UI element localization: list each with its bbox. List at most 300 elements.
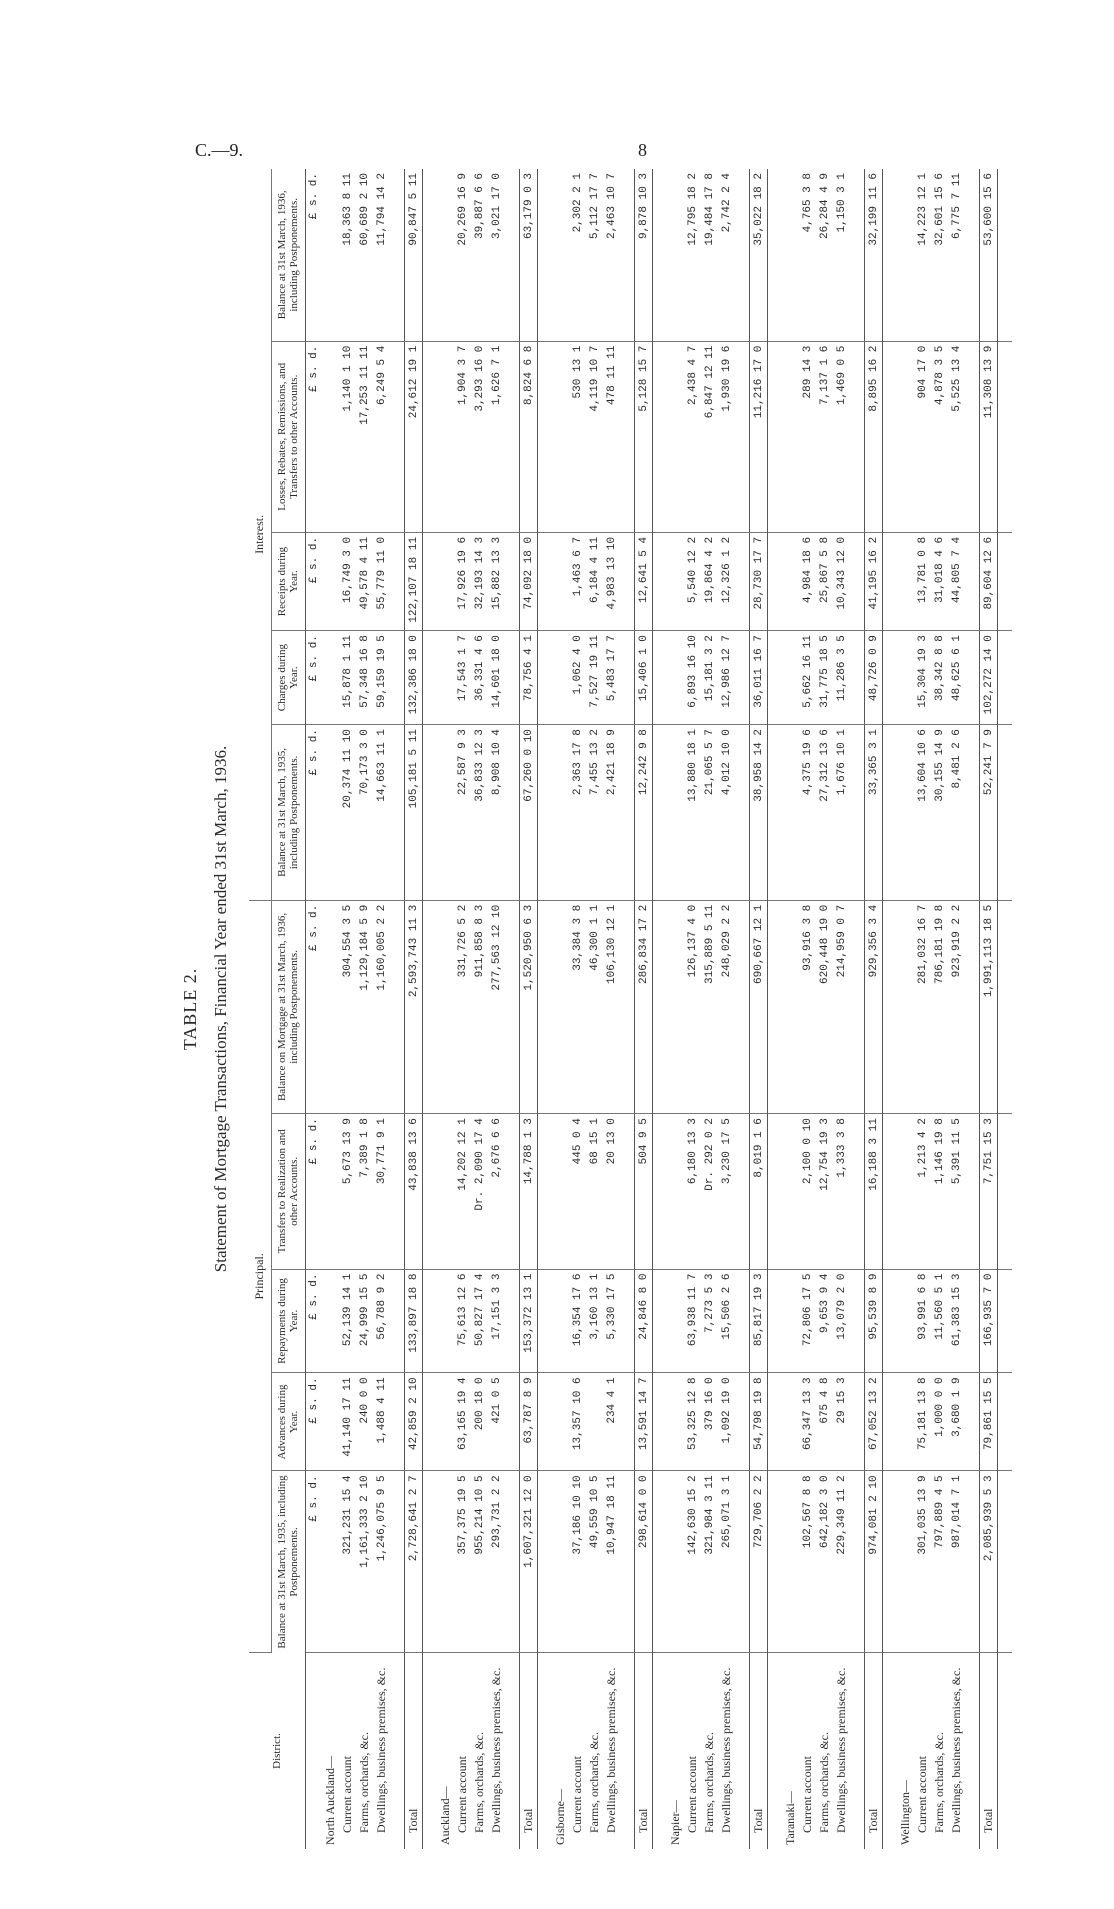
value-cell: 1,469 0 5 [833, 341, 850, 532]
empty-cell [782, 532, 799, 630]
total-cell: 14,788 1 3 [520, 1114, 538, 1269]
empty-cell [850, 900, 865, 1113]
table-row [569, 169, 586, 1849]
total-cell: 15,406 1 0 [635, 631, 653, 725]
value-cell: 1,000 0 0 [931, 1373, 948, 1471]
empty-cell [897, 341, 914, 532]
value-cell: 7,137 1 6 [816, 341, 833, 532]
empty-cell [667, 631, 684, 725]
empty-cell [538, 532, 553, 630]
empty-cell [322, 1471, 339, 1653]
total-cell: 54,798 19 8 [750, 1373, 768, 1471]
value-cell: 11,560 5 1 [931, 1269, 948, 1373]
empty-cell [768, 341, 783, 532]
value-cell: 30,771 9 1 [373, 1114, 390, 1269]
value-cell: 57,348 16 8 [356, 631, 373, 725]
value-cell: 20,374 11 10 [339, 725, 356, 901]
table-row [684, 169, 701, 1849]
total-cell: 133,897 18 8 [405, 1269, 423, 1373]
value-cell: 20 13 0 [603, 1114, 620, 1269]
empty-cell [735, 1373, 750, 1471]
value-cell: 36,331 4 6 [471, 631, 488, 725]
value-cell: 31,775 18 5 [816, 631, 833, 725]
value-cell: 13,079 2 0 [833, 1269, 850, 1373]
empty-cell [505, 900, 520, 1113]
empty-cell [322, 169, 339, 341]
value-cell: 2,463 10 7 [603, 169, 620, 341]
total-cell: 67,052 13 2 [865, 1373, 883, 1471]
spacer-row [390, 169, 405, 1849]
value-cell: 46,300 1 1 [586, 900, 603, 1113]
value-cell: 1,930 19 6 [718, 341, 735, 532]
value-cell: 7,389 1 8 [356, 1114, 373, 1269]
value-cell: 911,858 8 3 [471, 900, 488, 1113]
total-label [750, 1653, 768, 1850]
total-cell: 132,386 18 0 [405, 631, 423, 725]
empty-cell [965, 725, 980, 901]
empty-cell [998, 532, 1013, 630]
value-cell: 1,161,333 2 10 [356, 1471, 373, 1653]
unit-cell: £ s. d. [306, 631, 323, 725]
empty-cell [505, 532, 520, 630]
empty-cell [552, 900, 569, 1113]
empty-cell [423, 1269, 438, 1373]
value-cell: 248,029 2 2 [718, 900, 735, 1113]
value-cell: 1,146 19 8 [931, 1114, 948, 1269]
value-cell: 13,604 10 6 [914, 725, 931, 901]
value-cell: 15,882 13 3 [488, 532, 505, 630]
row-label [931, 1653, 948, 1850]
empty-cell [998, 1471, 1013, 1653]
value-cell: 321,231 15 4 [339, 1471, 356, 1653]
empty-cell [735, 341, 750, 532]
district-name: Napier— [668, 1800, 683, 1845]
unit-cell: £ s. d. [306, 532, 323, 630]
value-cell: 126,137 4 0 [684, 900, 701, 1113]
empty-cell [390, 169, 405, 341]
value-cell: 315,889 5 11 [701, 900, 718, 1113]
value-cell: 36,833 12 3 [471, 725, 488, 901]
empty-cell [768, 1471, 783, 1653]
total-cell: 105,181 5 11 [405, 725, 423, 901]
page-number: 8 [638, 140, 647, 160]
value-cell: 18,363 8 11 [339, 169, 356, 341]
empty-cell [390, 532, 405, 630]
unit-cell: £ s. d. [306, 725, 323, 901]
empty-cell [883, 1653, 898, 1850]
empty-cell [850, 1653, 865, 1850]
row-label [356, 1653, 373, 1850]
units-row [306, 169, 323, 1849]
empty-cell [850, 169, 865, 341]
empty-cell [552, 1471, 569, 1653]
total-cell: 8,019 1 6 [750, 1114, 768, 1269]
empty-cell [437, 725, 454, 901]
empty-cell [653, 900, 668, 1113]
total-cell: 36,011 16 7 [750, 631, 768, 725]
empty-cell [897, 631, 914, 725]
value-cell: 13,880 18 1 [684, 725, 701, 901]
empty-cell [965, 1373, 980, 1471]
empty-cell [883, 725, 898, 901]
empty-cell [505, 631, 520, 725]
unit-cell: £ s. d. [306, 169, 323, 341]
empty-cell [998, 900, 1013, 1113]
value-cell: 60,689 2 10 [356, 169, 373, 341]
spacer-row [998, 169, 1013, 1849]
value-cell: 4,765 3 8 [799, 169, 816, 341]
value-cell: 52,139 14 1 [339, 1269, 356, 1373]
total-cell: 63,179 0 3 [520, 169, 538, 341]
empty-cell [768, 1653, 783, 1850]
value-cell: 445 0 4 [569, 1114, 586, 1269]
value-cell: 1,676 10 1 [833, 725, 850, 901]
value-cell: 5,662 16 11 [799, 631, 816, 725]
total-label [865, 1653, 883, 1850]
value-cell: 31,018 4 6 [931, 532, 948, 630]
row-label-text: Dwellings, business premises, &c. [604, 1667, 619, 1833]
empty-cell [423, 1373, 438, 1471]
empty-cell [437, 169, 454, 341]
empty-cell [505, 169, 520, 341]
value-cell: 620,448 19 0 [816, 900, 833, 1113]
empty-cell [552, 169, 569, 341]
total-cell: 2,593,743 11 3 [405, 900, 423, 1113]
value-cell: 10,343 12 0 [833, 532, 850, 630]
district-header-row [667, 169, 684, 1849]
value-cell: 357,375 19 5 [454, 1471, 471, 1653]
value-cell: 49,559 10 5 [586, 1471, 603, 1653]
row-label-text: Current account [685, 1756, 700, 1833]
empty-cell [322, 532, 339, 630]
total-cell: 12,242 9 8 [635, 725, 653, 901]
row-label [701, 1653, 718, 1850]
table-row [948, 169, 965, 1849]
value-cell: 478 11 11 [603, 341, 620, 532]
value-cell: 75,613 12 6 [454, 1269, 471, 1373]
value-cell: 16,354 17 6 [569, 1269, 586, 1373]
empty-cell [423, 725, 438, 901]
row-label [339, 1653, 356, 1850]
total-label [405, 1653, 423, 1850]
district-header-row [552, 169, 569, 1849]
empty-cell [423, 341, 438, 532]
total-cell: 9,878 10 3 [635, 169, 653, 341]
empty-cell [505, 1653, 520, 1850]
value-cell: 15,506 2 6 [718, 1269, 735, 1373]
value-cell: 331,726 5 2 [454, 900, 471, 1113]
empty-cell [390, 1269, 405, 1373]
empty-cell [782, 725, 799, 901]
value-cell: 63,165 19 4 [454, 1373, 471, 1471]
row-label-text: Dwellings, business premises, &c. [949, 1667, 964, 1833]
value-cell: 1,333 3 8 [833, 1114, 850, 1269]
table-row [799, 169, 816, 1849]
value-cell: 38,342 8 8 [931, 631, 948, 725]
spacer-row [768, 169, 783, 1849]
value-cell: 5,391 11 5 [948, 1114, 965, 1269]
row-label-text: Farms, orchards, &c. [817, 1732, 832, 1833]
district-name: Taranaki— [783, 1791, 798, 1845]
value-cell: 1,129,184 5 9 [356, 900, 373, 1113]
value-cell: 14,223 12 1 [914, 169, 931, 341]
value-cell: 786,181 19 8 [931, 900, 948, 1113]
value-cell: Dr. 292 0 2 [701, 1114, 718, 1269]
empty-cell [768, 1373, 783, 1471]
value-cell: 41,140 17 11 [339, 1373, 356, 1471]
value-cell: 229,349 11 2 [833, 1471, 850, 1653]
value-cell: 4,983 13 10 [603, 532, 620, 630]
row-label-text: Dwellings, business premises, &c. [489, 1667, 504, 1833]
total-cell: 690,667 12 1 [750, 900, 768, 1113]
value-cell: 5,525 13 4 [948, 341, 965, 532]
value-cell: 8,481 2 6 [948, 725, 965, 901]
empty-cell [998, 1373, 1013, 1471]
empty-cell [850, 341, 865, 532]
group-interest: Interest. [249, 169, 271, 900]
value-cell: 1,463 6 7 [569, 532, 586, 630]
total-label [980, 1653, 998, 1850]
total-cell: 102,272 14 0 [980, 631, 998, 725]
empty-cell [782, 1471, 799, 1653]
empty-cell [390, 341, 405, 532]
empty-cell [965, 1471, 980, 1653]
total-cell: 298,614 0 0 [635, 1471, 653, 1653]
empty-cell [653, 169, 668, 341]
value-cell: 1,092 19 0 [718, 1373, 735, 1471]
empty-cell [423, 1471, 438, 1653]
empty-cell [897, 1471, 914, 1653]
empty-cell [390, 725, 405, 901]
empty-cell [538, 1269, 553, 1373]
value-cell: 4,375 19 6 [799, 725, 816, 901]
row-label-text: Current account [915, 1756, 930, 1833]
value-cell: 39,887 6 6 [471, 169, 488, 341]
value-cell: 12,986 12 7 [718, 631, 735, 725]
spacer-row [423, 169, 438, 1849]
row-label [569, 1653, 586, 1850]
empty-cell [998, 1653, 1013, 1850]
empty-cell [653, 341, 668, 532]
col-header: Losses, Rebates, Remissions, and Transfers to other Accounts. [271, 341, 305, 532]
value-cell: 68 15 1 [586, 1114, 603, 1269]
empty-cell [620, 1471, 635, 1653]
value-cell: 987,014 7 1 [948, 1471, 965, 1653]
value-cell: Dr. 2,090 17 4 [471, 1114, 488, 1269]
empty-cell [883, 169, 898, 341]
table-title: TABLE 2. [180, 967, 200, 1051]
total-cell: 8,895 16 2 [865, 341, 883, 532]
total-cell: 35,022 18 2 [750, 169, 768, 341]
empty-cell [620, 1269, 635, 1373]
empty-cell [897, 169, 914, 341]
row-label [914, 1653, 931, 1850]
empty-cell [552, 631, 569, 725]
table-row [701, 169, 718, 1849]
value-cell: 20,269 16 9 [454, 169, 471, 341]
value-cell: 955,214 10 5 [471, 1471, 488, 1653]
table-row [816, 169, 833, 1849]
empty-cell [768, 169, 783, 341]
value-cell: 1,213 4 2 [914, 1114, 931, 1269]
total-cell: 974,081 2 10 [865, 1471, 883, 1653]
value-cell: 6,184 4 11 [586, 532, 603, 630]
value-cell: 30,155 14 9 [931, 725, 948, 901]
empty-cell [667, 341, 684, 532]
empty-cell [998, 631, 1013, 725]
value-cell: 61,383 15 3 [948, 1269, 965, 1373]
empty-cell [620, 169, 635, 341]
value-cell: 6,180 13 3 [684, 1114, 701, 1269]
value-cell: 29 15 3 [833, 1373, 850, 1471]
empty-cell [437, 341, 454, 532]
empty-cell [505, 341, 520, 532]
value-cell: 281,032 16 7 [914, 900, 931, 1113]
row-label [454, 1653, 471, 1850]
district-name: Gisborne— [553, 1789, 568, 1845]
value-cell: 59,159 19 5 [373, 631, 390, 725]
table-row [488, 169, 505, 1849]
value-cell: 6,775 7 11 [948, 169, 965, 341]
total-row [980, 169, 998, 1849]
row-label-text: Current account [570, 1756, 585, 1833]
empty-cell [897, 900, 914, 1113]
empty-cell [653, 1114, 668, 1269]
empty-cell [850, 1114, 865, 1269]
total-cell: 1,520,950 6 3 [520, 900, 538, 1113]
empty-cell [897, 1269, 914, 1373]
empty-cell [437, 631, 454, 725]
unit-cell: £ s. d. [306, 1471, 323, 1653]
col-header: Balance on Mortgage at 31st March, 1936, including Postponements. [271, 900, 305, 1113]
row-label-text: Farms, orchards, &c. [932, 1732, 947, 1833]
value-cell: 22,587 9 3 [454, 725, 471, 901]
total-cell: 95,539 8 9 [865, 1269, 883, 1373]
table-sheet [180, 169, 1012, 1849]
value-cell: 904 17 0 [914, 341, 931, 532]
empty-cell [538, 631, 553, 725]
value-cell: 15,304 19 3 [914, 631, 931, 725]
empty-cell [538, 725, 553, 901]
value-cell: 4,119 10 7 [586, 341, 603, 532]
table-subtitle: Statement of Mortgage Transactions, Financial Year ended 31st March, 1936. [211, 745, 230, 1273]
empty-cell [735, 1471, 750, 1653]
empty-cell [883, 1471, 898, 1653]
empty-cell [653, 1269, 668, 1373]
value-cell: 44,805 7 4 [948, 532, 965, 630]
value-cell: 142,630 15 2 [684, 1471, 701, 1653]
table-row [356, 169, 373, 1849]
spacer-row [653, 169, 668, 1849]
table-row [339, 169, 356, 1849]
value-cell: 277,563 12 10 [488, 900, 505, 1113]
empty-cell [653, 725, 668, 901]
mortgage-table [249, 169, 1012, 1849]
empty-cell [653, 532, 668, 630]
empty-cell [965, 532, 980, 630]
row-label [373, 1653, 390, 1850]
value-cell: 13,357 10 6 [569, 1373, 586, 1471]
value-cell: 5,112 17 7 [586, 169, 603, 341]
value-cell: 26,284 4 9 [816, 169, 833, 341]
value-cell: 421 0 5 [488, 1373, 505, 1471]
total-cell: 43,838 13 6 [405, 1114, 423, 1269]
empty-cell [850, 631, 865, 725]
value-cell: 1,160,005 2 2 [373, 900, 390, 1113]
empty-cell [437, 1471, 454, 1653]
empty-cell [883, 1373, 898, 1471]
empty-cell [897, 1114, 914, 1269]
empty-cell [735, 169, 750, 341]
value-cell: 301,035 13 9 [914, 1471, 931, 1653]
table-row [471, 169, 488, 1849]
value-cell: 15,181 3 2 [701, 631, 718, 725]
total-row [520, 169, 538, 1849]
total-cell: 504 9 5 [635, 1114, 653, 1269]
total-cell: 52,241 7 9 [980, 725, 998, 901]
value-cell: 923,919 2 2 [948, 900, 965, 1113]
empty-cell [667, 725, 684, 901]
unit-cell: £ s. d. [306, 1269, 323, 1373]
empty-cell [653, 1653, 668, 1850]
group-principal: Principal. [249, 900, 271, 1652]
value-cell: 304,554 3 5 [339, 900, 356, 1113]
total-label-text: Total [406, 1808, 421, 1833]
unit-cell: £ s. d. [306, 341, 323, 532]
value-cell: 55,779 11 0 [373, 532, 390, 630]
row-label [799, 1653, 816, 1850]
value-cell: 93,916 3 8 [799, 900, 816, 1113]
row-label [718, 1653, 735, 1850]
total-cell: 24,846 8 0 [635, 1269, 653, 1373]
empty-cell [782, 341, 799, 532]
empty-cell [965, 631, 980, 725]
empty-cell [897, 532, 914, 630]
value-cell: 50,827 17 4 [471, 1269, 488, 1373]
empty-cell [782, 631, 799, 725]
empty-cell [667, 1114, 684, 1269]
value-cell: 3,021 17 0 [488, 169, 505, 341]
value-cell: 4,012 10 0 [718, 725, 735, 901]
value-cell: 16,749 3 0 [339, 532, 356, 630]
value-cell: 56,788 9 2 [373, 1269, 390, 1373]
empty-cell [423, 900, 438, 1113]
total-cell: 42,859 2 10 [405, 1373, 423, 1471]
empty-cell [965, 1653, 980, 1850]
total-cell: 153,372 13 1 [520, 1269, 538, 1373]
value-cell: 12,795 18 2 [684, 169, 701, 341]
empty-cell [883, 532, 898, 630]
value-cell: 27,312 13 6 [816, 725, 833, 901]
empty-cell [620, 631, 635, 725]
value-cell: 4,878 3 5 [931, 341, 948, 532]
unit-cell [306, 1653, 323, 1850]
row-label [603, 1653, 620, 1850]
total-label [635, 1653, 653, 1850]
empty-cell [965, 900, 980, 1113]
value-cell: 63,938 11 7 [684, 1269, 701, 1373]
total-cell: 28,730 17 7 [750, 532, 768, 630]
total-cell: 7,751 15 3 [980, 1114, 998, 1269]
empty-cell [390, 1471, 405, 1653]
empty-cell [390, 1114, 405, 1269]
empty-cell [505, 1269, 520, 1373]
value-cell: 3,680 1 9 [948, 1373, 965, 1471]
empty-cell [538, 1114, 553, 1269]
total-cell: 12,641 5 4 [635, 532, 653, 630]
value-cell: 6,893 16 10 [684, 631, 701, 725]
empty-cell [782, 1114, 799, 1269]
